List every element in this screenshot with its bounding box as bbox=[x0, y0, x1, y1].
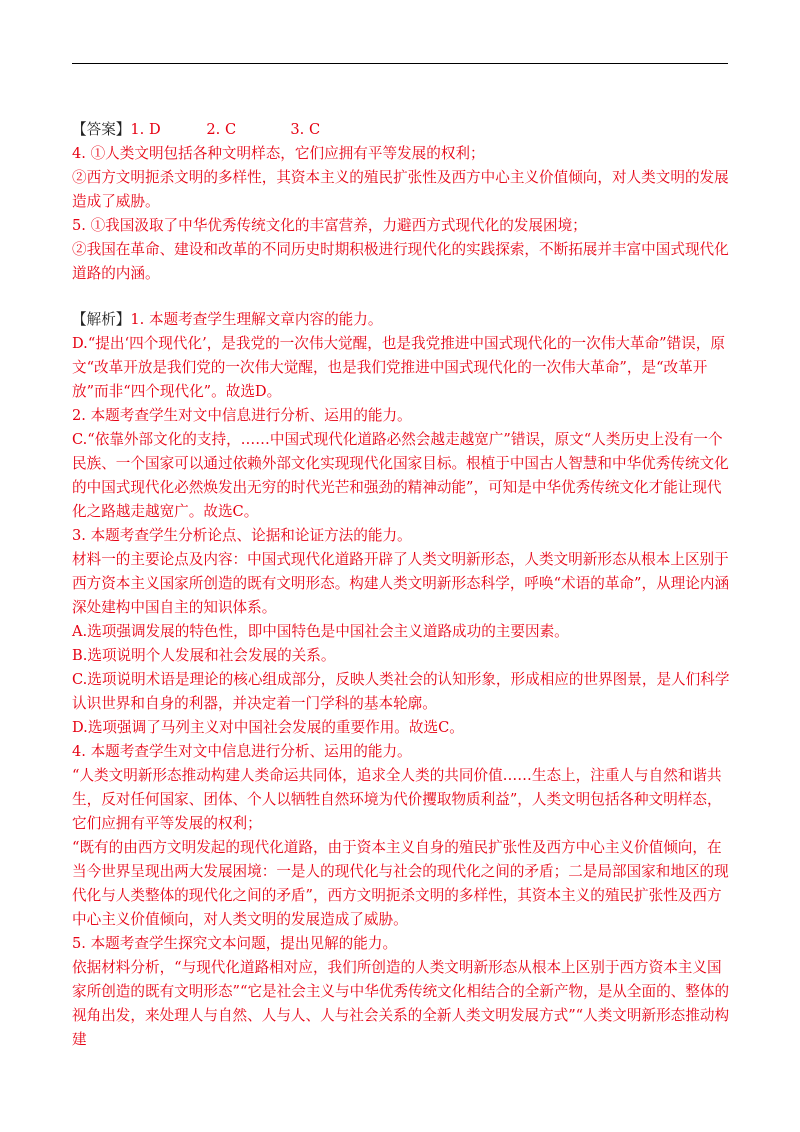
analysis-label: 【解析】 bbox=[72, 311, 131, 328]
answer-item-2: 2. C bbox=[206, 121, 237, 138]
analysis-line: 3. 本题考查学生分析论点、论据和论证方法的能力。 bbox=[72, 527, 412, 544]
header-rule bbox=[72, 63, 728, 64]
analysis-line: B.选项说明个人发展和社会发展的关系。 bbox=[72, 647, 336, 664]
analysis-line: A.选项强调发展的特色性，即中国特色是中国社会主义道路成功的主要因素。 bbox=[72, 623, 569, 640]
answer-heading-line bbox=[72, 118, 734, 142]
analysis-line: 依据材料分析，“与现代化道路相对应，我们所创造的人类文明新形态从根本上区别于西方资本主义国家所创造的既有文明形态”“它是社会主义与中华优秀传统文化相结合的全新产物，是从全面的、整体的视角出发，来处理人与自然、人与人、人与社会关系的全新人类文明发展方式”“人类文明新形态推动构建 bbox=[72, 959, 730, 1048]
answer-line: 5. ①我国汲取了中华优秀传统文化的丰富营养，力避西方式现代化的发展困境； bbox=[72, 217, 587, 234]
analysis-line: “人类文明新形态推动构建人类命运共同体，追求全人类的共同价值……生态上，注重人与自然和谐共生，反对任何国家、团体、个人以牺牲自然环境为代价攫取物质利益”，人类文明包括各种文明样态，它们应拥有平等发展的权利； bbox=[72, 767, 722, 832]
analysis-line: D.“提出‘四个现代化’，是我党的一次伟大觉醒，也是我党推进中国式现代化的一次伟大革命”错误，原文“改革开放是我们党的一次伟大觉醒，也是我们党推进中国式现代化的一次伟大革命”，是“改革开放”而非“四个现代化”。故选D。 bbox=[72, 335, 725, 400]
analysis-line: 2. 本题考查学生对文中信息进行分析、运用的能力。 bbox=[72, 407, 412, 424]
answer-item-1: 1. D bbox=[130, 121, 161, 138]
analysis-line: C.选项说明术语是理论的核心组成部分，反映人类社会的认知形象，形成相应的世界图景，是人们科学认识世界和自身的利器，并决定着一门学科的基本轮廓。 bbox=[72, 671, 730, 712]
analysis-line: “既有的由西方文明发起的现代化道路，由于资本主义自身的殖民扩张性及西方中心主义价值倾向，在当今世界呈现出两大发展困境：一是人的现代化与社会的现代化之间的矛盾；二是局部国家和地区的现代化与人类整体的现代化之间的矛盾”，西方文明扼杀文明的多样性，其资本主义的殖民扩张性及西方中心主义价值倾向，对人类文明的发展造成了威胁。 bbox=[72, 839, 729, 928]
analysis-heading-line bbox=[72, 308, 734, 332]
analysis-first-line: 1. 本题考查学生理解文章内容的能力。 bbox=[130, 311, 383, 328]
answer-analysis-content bbox=[72, 118, 734, 1052]
answer-line: ②西方文明扼杀文明的多样性，其资本主义的殖民扩张性及西方中心主义价值倾向，对人类文明的发展造成了威胁。 bbox=[72, 169, 729, 210]
answer-label: 【答案】 bbox=[72, 121, 131, 138]
answer-line: 4. ①人类文明包括各种文明样态，它们应拥有平等发展的权利； bbox=[72, 145, 485, 162]
answer-line: ②我国在革命、建设和改革的不同历史时期积极进行现代化的实践探索，不断拓展并丰富中国式现代化道路的内涵。 bbox=[72, 241, 729, 282]
analysis-line: 4. 本题考查学生对文中信息进行分析、运用的能力。 bbox=[72, 743, 412, 760]
analysis-line: 材料一的主要论点及内容：中国式现代化道路开辟了人类文明新形态，人类文明新形态从根本上区别于西方资本主义国家所创造的既有文明形态。构建人类文明新形态科学，呼唤“术语的革命”，从理论内涵深处建构中国自主的知识体系。 bbox=[72, 551, 730, 616]
analysis-line: 5. 本题考查学生探究文本问题，提出见解的能力。 bbox=[72, 935, 398, 952]
analysis-line: C.“依靠外部文化的支持，……中国式现代化道路必然会越走越宽广”错误，原文“人类历史上没有一个民族、一个国家可以通过依赖外部文化实现现代化国家目标。根植于中国古人智慧和中华优秀传统文化的中国式现代化必然焕发出无穷的时代光芒和强劲的精神动能”，可知是中华优秀传统文化才能让现代化之路越走越宽广。故选C。 bbox=[72, 431, 729, 520]
analysis-line: D.选项强调了马列主义对中国社会发展的重要作用。故选C。 bbox=[72, 719, 464, 736]
answer-item-3: 3. C bbox=[290, 121, 321, 138]
